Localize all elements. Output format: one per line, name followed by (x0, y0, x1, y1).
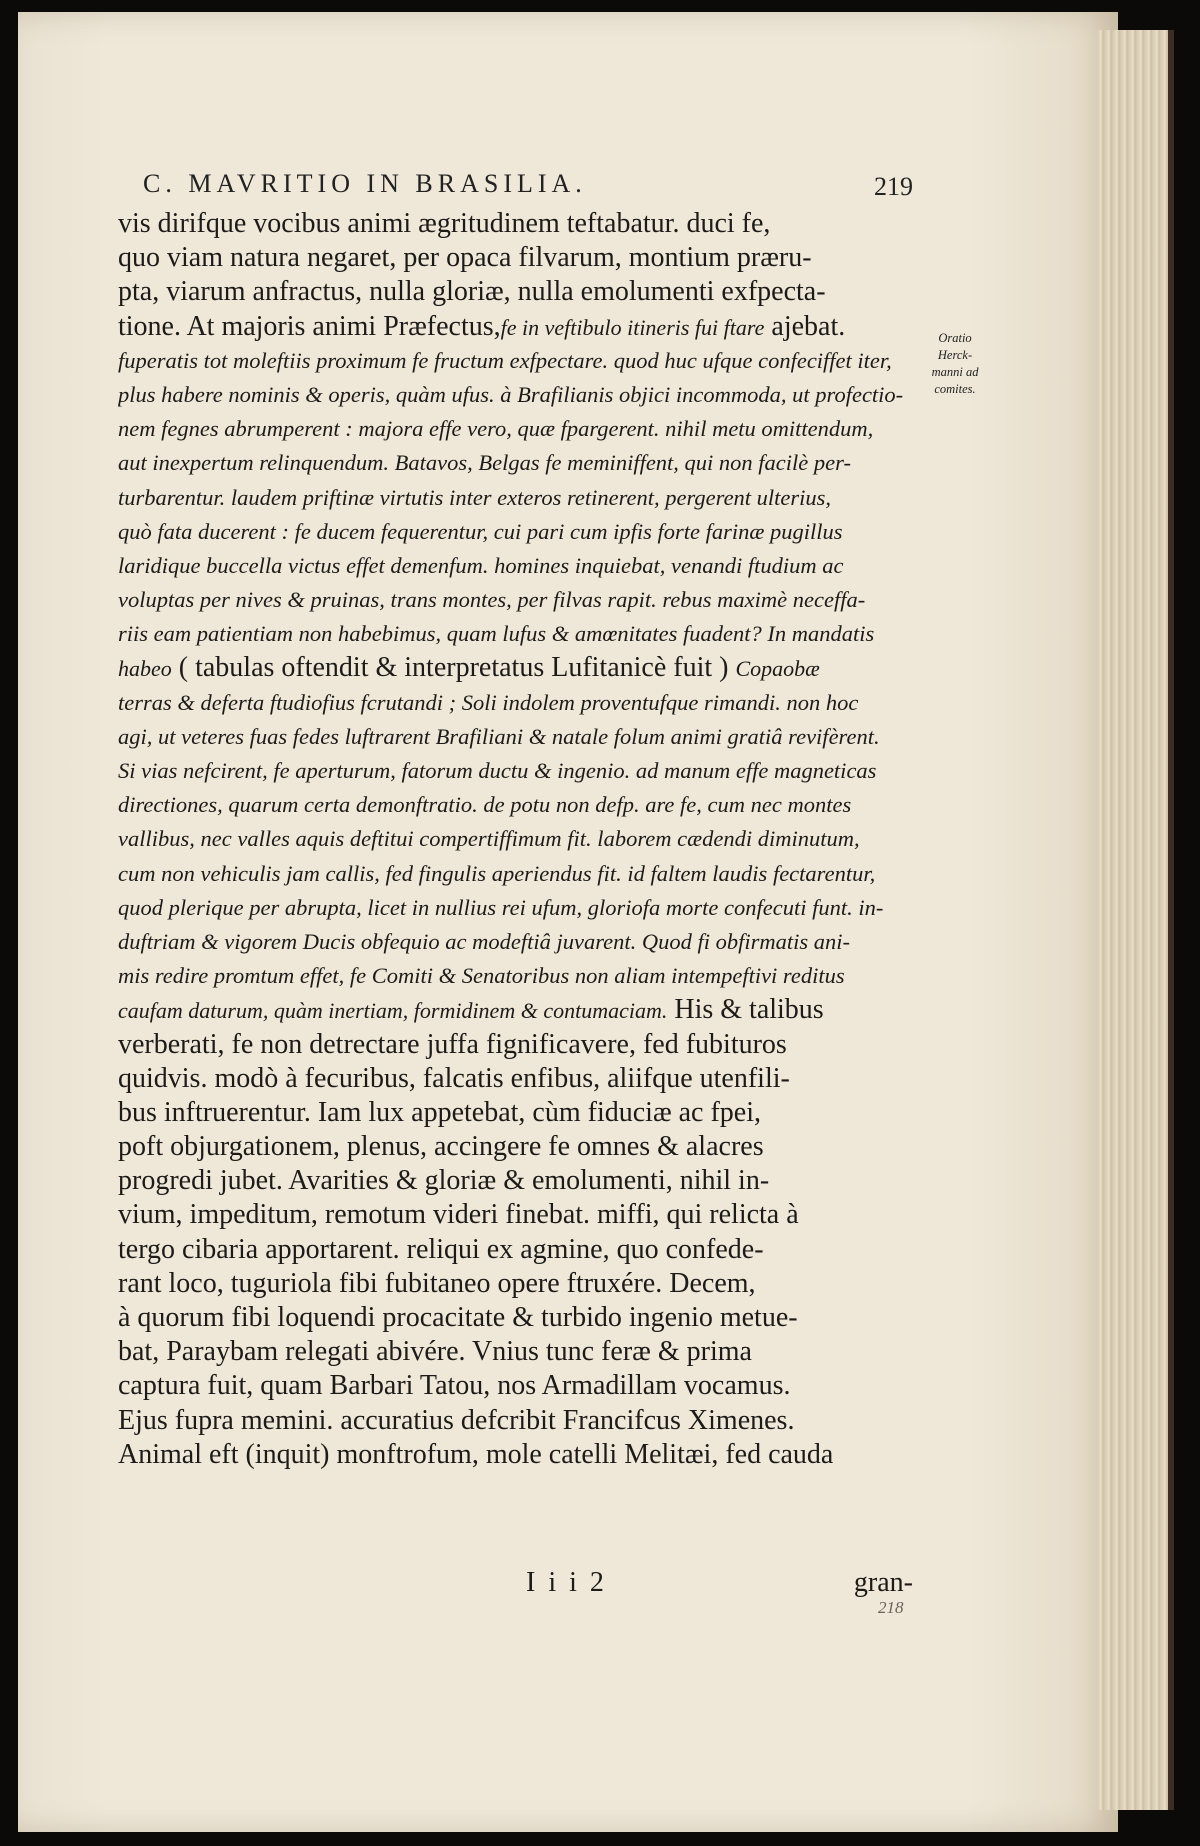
italic-run: quod plerique per abrupta, licet in nullius rei ufum, gloriofa morte confecuti funt. in- (118, 894, 884, 920)
italic-run: habeo (118, 656, 172, 682)
marginal-note (915, 330, 995, 398)
roman-run: tione. At majoris animi Præfectus, (118, 310, 501, 342)
italic-run: aut inexpertum relinquendum. Batavos, Belgas fe meminiffent, qui non facilè per- (118, 450, 851, 476)
text-line (118, 344, 913, 378)
italic-run: nem fegnes abrumperent : majora effe vero, quæ fpargerent. nihil metu omittendum, (118, 416, 874, 442)
text-line (118, 1438, 913, 1472)
text-line (118, 1198, 913, 1232)
italic-run: mis redire promtum effet, fe Comiti & Senatoribus non aliam intempeftivi reditus (118, 963, 845, 989)
roman-run: quo viam natura negaret, per opaca filvarum, montium præru- (118, 242, 812, 274)
roman-run: ajebat. (764, 310, 846, 342)
italic-run: cum non vehiculis jam callis, fed fingulis aperiendus fit. id faltem laudis fectarentur, (118, 860, 876, 886)
roman-run: bat, Paraybam relegati abivére. Vnius tunc feræ & prima (118, 1336, 752, 1368)
roman-run: Animal eft (inquit) monftrofum, mole catelli Melitæi, fed cauda (118, 1438, 834, 1470)
text-line (118, 583, 913, 617)
text-line (118, 651, 913, 685)
running-title: C. MAVRITIO IN BRASILIA. (143, 169, 587, 198)
text-line (118, 412, 913, 446)
text-line (118, 686, 913, 720)
book-page (18, 12, 1118, 1832)
text-line (118, 788, 913, 822)
roman-run: pta, viarum anfractus, nulla gloriæ, nulla emolumenti exfpecta- (118, 276, 826, 308)
italic-run: Si vias nefcirent, fe aperturum, fatorum ductu & ingenio. ad manum effe magneticas (118, 758, 877, 783)
italic-run: Copaobæ (735, 656, 820, 682)
marginal-note-line: Oratio (938, 331, 972, 345)
text-line (118, 1096, 913, 1130)
text-line (118, 754, 913, 788)
italic-run: terras & deferta ftudiofius fcrutandi ; Soli indolem proventufque rimandi. non hoc (118, 689, 859, 715)
text-line (118, 720, 913, 754)
roman-run: vis dirifque vocibus animi ægritudinem teftabatur. duci fe, (118, 208, 771, 239)
pencil-annotation: 218 (878, 1598, 904, 1617)
marginal-note-line: comites. (934, 382, 976, 396)
roman-run: rant loco, tuguriola fibi fubitaneo opere ftruxére. Decem, (118, 1267, 756, 1299)
text-line (118, 241, 913, 275)
body-text (118, 207, 913, 1472)
text-line (118, 207, 913, 241)
text-line (118, 1267, 913, 1301)
italic-run: laridique buccella victus effet demenfum. homines inquiebat, venandi ftudium ac (118, 552, 844, 578)
page-header (143, 169, 913, 205)
roman-run: tergo cibaria apportarent. reliqui ex agmine, quo confede- (118, 1233, 764, 1265)
text-line (118, 1369, 913, 1403)
italic-run: turbarentur. laudem priftinæ virtutis inter exteros retinerent, pergerent ulterius, (118, 484, 832, 510)
text-line (118, 822, 913, 856)
text-line (118, 1301, 913, 1335)
italic-run: plus habere nominis & operis, quàm ufus. à Brafilianis objici incommoda, ut profectio- (118, 381, 904, 407)
text-line (118, 446, 913, 480)
italic-run: duftriam & vigorem Ducis obfequio ac modeftiâ juvarent. Quod fi obfirmatis ani- (118, 928, 851, 954)
text-line (118, 1335, 913, 1369)
text-line (118, 378, 913, 412)
text-line (118, 275, 913, 309)
roman-run: Ejus fupra memini. accuratius defcribit Francifcus Ximenes. (118, 1404, 795, 1436)
signature-mark: I i i 2 (526, 1567, 607, 1598)
text-line (118, 925, 913, 959)
italic-run: voluptas per nives & pruinas, trans montes, per filvas rapit. rebus maximè neceffa- (118, 587, 866, 613)
italic-run: fuperatis tot moleftiis proximum fe fructum exfpectare. quod huc ufque confeciffet iter, (118, 347, 892, 373)
roman-run: progredi jubet. Avarities & gloriæ & emolumenti, nihil in- (118, 1165, 770, 1197)
roman-run: verberati, fe non detrectare juffa fignificavere, fed fubituros (118, 1028, 787, 1060)
page-number: 219 (874, 172, 913, 201)
text-line (118, 617, 913, 651)
text-line (118, 1130, 913, 1164)
italic-run: caufam daturum, quàm inertiam, formidinem & contumaciam. (118, 998, 668, 1024)
roman-run: His & talibus (667, 994, 824, 1026)
italic-run: fe in veftibulo itineris fui ftare (500, 314, 765, 340)
text-line (118, 891, 913, 925)
text-line (118, 993, 913, 1027)
italic-run: riis eam patientiam non habebimus, quam lufus & amœnitates fuadent? In mandatis (118, 621, 875, 647)
text-line (118, 1164, 913, 1198)
italic-run: quò fata ducerent : fe ducem fequerentur, cui pari cum ipfis forte farinæ pugillus (118, 518, 843, 544)
text-line (118, 515, 913, 549)
roman-run: captura fuit, quam Barbari Tatou, nos Armadillam vocamus. (118, 1370, 791, 1402)
catchword: gran- (853, 1567, 913, 1598)
marginal-note-line: Herck- (937, 348, 973, 362)
text-line (118, 959, 913, 993)
text-line (118, 310, 913, 344)
text-line (118, 857, 913, 891)
page-fore-edge (1098, 30, 1170, 1810)
text-line (118, 1062, 913, 1096)
text-line (118, 1404, 913, 1438)
page-footer (118, 1567, 913, 1603)
roman-run: quidvis. modò à fecuribus, falcatis enfibus, aliifque utenfili- (118, 1062, 790, 1094)
italic-run: vallibus, nec valles aquis deftitui compertiffimum fit. laborem cædendi diminutum, (118, 826, 860, 852)
text-line (118, 481, 913, 515)
text-line (118, 1028, 913, 1062)
roman-run: bus inftruerentur. Iam lux appetebat, cùm fiduciæ ac fpei, (118, 1096, 762, 1128)
roman-run: poft objurgationem, plenus, accingere fe omnes & alacres (118, 1131, 764, 1163)
roman-run: à quorum fibi loquendi procacitate & turbido ingenio metue- (118, 1302, 798, 1333)
italic-run: directiones, quarum certa demonftratio. de potu non defp. are fe, cum nec montes (118, 792, 852, 818)
roman-run: ( tabulas oftendit & interpretatus Lufitanicè fuit ) (171, 652, 736, 684)
italic-run: agi, ut veteres fuas fedes luftrarent Brafiliani & natale folum animi gratiâ revifèrent. (118, 723, 880, 749)
roman-run: vium, impeditum, remotum videri finebat. miffi, qui relicta à (118, 1199, 799, 1231)
marginal-note-line: manni ad (931, 365, 979, 379)
text-line (118, 549, 913, 583)
text-line (118, 1233, 913, 1267)
